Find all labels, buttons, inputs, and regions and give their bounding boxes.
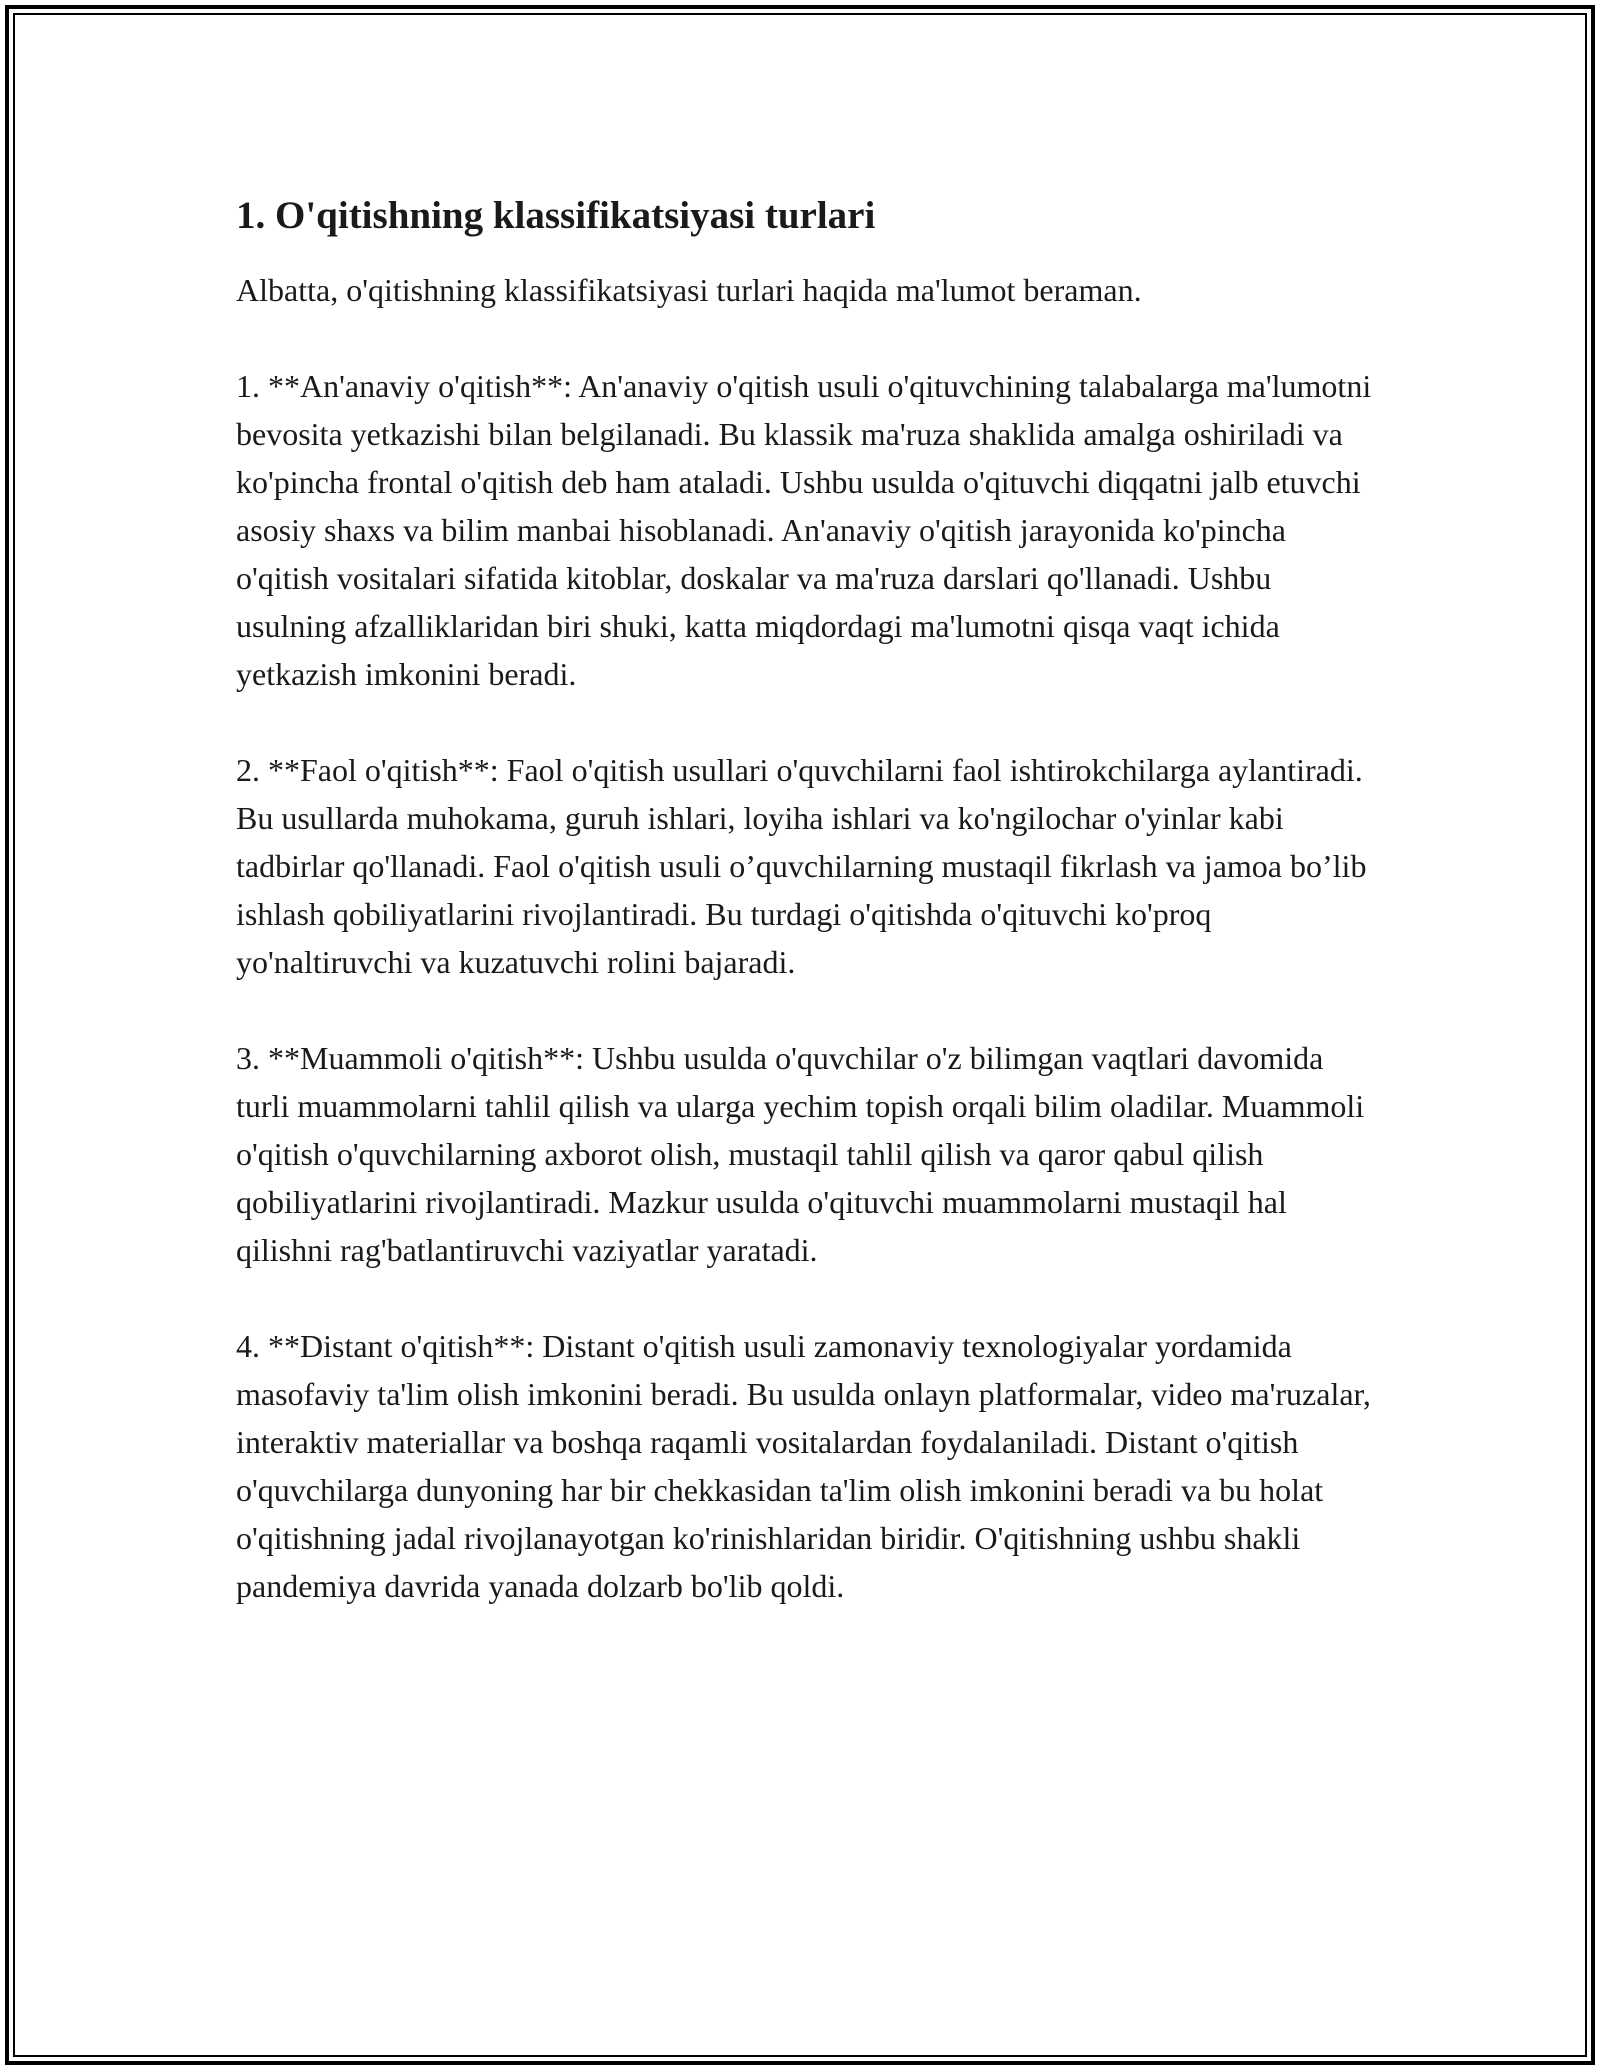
document-title: 1. O'qitishning klassifikatsiyasi turlari xyxy=(236,194,876,237)
paragraph-problem-teaching: 3. **Muammoli o'qitish**: Ushbu usulda o'quvchilar o'z bilimgan vaqtlari davomida turli muammolarni tahlil qilish va ularga yechim topish orqali bilim oladilar. Muammoli o'qitish o'quvchilarning axborot olish, mustaqil tahlil qilish va qaror qabul qilish qobiliyatlarini rivojlantiradi. Mazkur usulda o'qituvchi muammolarni mustaqil hal qilishni rag'batlantiruvchi vaziyatlar yaratadi. xyxy=(236,1040,1365,1268)
intro-paragraph: Albatta, o'qitishning klassifikatsiyasi turlari haqida ma'lumot beraman. xyxy=(236,272,1142,308)
document-body xyxy=(236,192,1376,1658)
paragraph-distance-teaching: 4. **Distant o'qitish**: Distant o'qitish usuli zamonaviy texnologiyalar yordamida masofaviy ta'lim olish imkonini beradi. Bu usulda onlayn platformalar, video ma'ruzalar, interaktiv materiallar va boshqa raqamli vositalardan foydalaniladi. Distant o'qitish o'quvchilarga dunyoning har bir chekkasidan ta'lim olish imkonini beradi va bu holat o'qitishning jadal rivojlanayotgan ko'rinishlaridan biridir. O'qitishning ushbu shakli pandemiya davrida yanada dolzarb bo'lib qoldi. xyxy=(236,1328,1371,1604)
paragraph-active-teaching: 2. **Faol o'qitish**: Faol o'qitish usullari o'quvchilarni faol ishtirokchilarga aylantiradi. Bu usullarda muhokama, guruh ishlari, loyiha ishlari va ko'ngilochar o'yinlar kabi tadbirlar qo'llanadi. Faol o'qitish usuli o’quvchilarning mustaqil fikrlash va jamoa bo’lib ishlash qobiliyatlarini rivojlantiradi. Bu turdagi o'qitishda o'qituvchi ko'proq yo'naltiruvchi va kuzatuvchi rolini bajaradi. xyxy=(236,752,1367,980)
paragraph-traditional-teaching: 1. **An'anaviy o'qitish**: An'anaviy o'qitish usuli o'qituvchining talabalarga ma'lumotni bevosita yetkazishi bilan belgilanadi. Bu klassik ma'ruza shaklida amalga oshiriladi va ko'pincha frontal o'qitish deb ham ataladi. Ushbu usulda o'qituvchi diqqatni jalb etuvchi asosiy shaxs va bilim manbai hisoblanadi. An'anaviy o'qitish jarayonida ko'pincha o'qitish vositalari sifatida kitoblar, doskalar va ma'ruza darslari qo'llanadi. Ushbu usulning afzalliklaridan biri shuki, katta miqdordagi ma'lumotni qisqa vaqt ichida yetkazish imkonini beradi. xyxy=(236,368,1372,692)
